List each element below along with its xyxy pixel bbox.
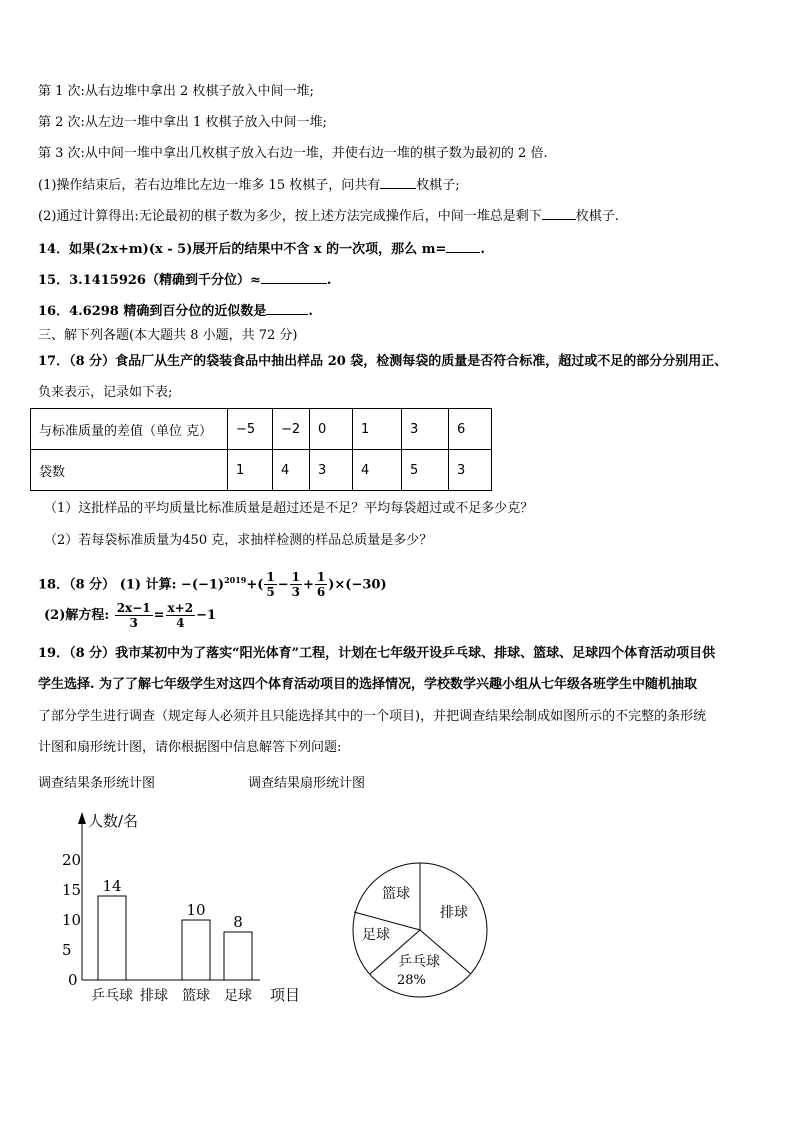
question-text: 18．（8 分）	[38, 577, 116, 593]
answer-blank[interactable]	[446, 240, 480, 253]
answer-blank[interactable]	[542, 207, 576, 220]
x-axis-label: 项目	[270, 986, 301, 1004]
y-tick-label: 0	[68, 971, 78, 989]
punctuation: .	[308, 304, 313, 319]
fraction	[166, 601, 196, 630]
text-line: 第 2 次:从左边一堆中拿出 1 枚棋子放入中间一堆;	[38, 115, 327, 130]
numerator: x+2	[167, 601, 194, 615]
math-term: −1	[196, 608, 217, 623]
answer-blank[interactable]	[380, 176, 416, 189]
bar	[98, 896, 126, 980]
table-cell: 4	[273, 450, 310, 491]
question-text: (2)解方程:	[44, 608, 110, 623]
table-cell: −2	[273, 409, 310, 450]
question-15	[38, 271, 331, 290]
text-line: 第 1 次:从右边堆中拿出 2 枚棋子放入中间一堆;	[38, 84, 314, 99]
table-header-cell: 袋数	[31, 450, 228, 491]
pie-label-volleyball: 排球	[440, 905, 468, 921]
math-term: −(−1)	[180, 577, 225, 593]
pie-label-pingpong: 乒乓球	[398, 954, 440, 970]
x-tick-label: 排球	[140, 988, 168, 1004]
denominator: 3	[129, 616, 138, 630]
question-text: (1)操作结束后，若右边堆比左边一堆多 15 枚棋子，问共有	[38, 178, 381, 193]
table-cell: 6	[449, 409, 492, 450]
question-17: 17．（8 分）食品厂从生产的袋装食品中抽出样品 20 袋，检测每袋的质量是否符合标准，超过或不足的部分分别用正、	[38, 354, 728, 369]
denominator: 3	[291, 585, 300, 600]
numerator: 1	[291, 570, 300, 585]
y-axis-label: 人数/名	[88, 812, 139, 830]
y-axis-arrow	[78, 812, 86, 824]
bar-chart	[40, 800, 360, 1020]
question-16	[38, 302, 313, 321]
numerator: 2x−1	[116, 601, 151, 615]
pie-percent-pingpong: 28%	[397, 973, 426, 988]
table-cell: 3	[449, 450, 492, 491]
question-18	[38, 563, 387, 602]
numerator: 1	[316, 570, 326, 585]
question-text: 15．3.1415926（精确到千分位）≈	[38, 273, 261, 288]
question-text: 16．4.6298 精确到百分位的近似数是	[38, 304, 267, 319]
fraction	[315, 570, 327, 599]
bar	[224, 932, 252, 980]
y-tick-label: 15	[62, 881, 82, 899]
x-tick-label: 足球	[224, 988, 252, 1004]
numerator: 1	[266, 570, 275, 585]
question-17-cont: 负来表示，记录如下表;	[38, 385, 173, 400]
denominator: 6	[316, 585, 326, 600]
denominator: 4	[176, 616, 185, 630]
bar	[182, 920, 210, 980]
table-cell: −5	[228, 409, 273, 450]
y-tick-label: 10	[62, 911, 82, 929]
table-cell: 3	[310, 450, 353, 491]
fraction	[290, 570, 302, 599]
pie-chart	[340, 850, 500, 1010]
bar-data-label: 14	[102, 877, 122, 895]
bar-chart-title: 调查结果条形统计图	[38, 776, 156, 791]
table-cell: 1	[228, 450, 273, 491]
table-cell: 3	[402, 409, 449, 450]
question-19: 19．（8 分）我市某初中为了落实“阳光体育”工程，计划在七年级开设乒乓球、排球、篮球、足球四个体育活动项目供	[38, 646, 716, 661]
x-tick-label: 篮球	[182, 988, 210, 1004]
y-tick-label: 5	[62, 941, 72, 959]
answer-blank[interactable]	[261, 271, 327, 284]
math-operator: +	[303, 577, 314, 593]
pie-label-football: 足球	[362, 927, 390, 943]
table-cell: 4	[353, 450, 402, 491]
text-line: 第 3 次:从中间一堆中拿出几枚棋子放入右边一堆，并使右边一堆的棋子数为最初的 2 倍.	[38, 146, 548, 161]
section-heading: 三、解下列各题(本大题共 8 小题，共 72 分)	[38, 328, 298, 343]
punctuation: .	[480, 242, 485, 257]
table-header-cell: 与标准质量的差值（单位 克）	[31, 409, 228, 450]
bar-data-label: 8	[233, 913, 243, 931]
question-text: 14．如果(2x+m)(x - 5)展开后的结果中不含 x 的一次项，那么 m=	[38, 242, 447, 257]
denominator: 5	[266, 585, 275, 600]
question-part-2	[38, 207, 619, 226]
question-17-part-2: （2）若每袋标准质量为450 克，求抽样检测的样品总质量是多少？	[44, 533, 433, 548]
table-cell: 0	[310, 409, 353, 450]
pie-chart-title: 调查结果扇形统计图	[248, 776, 366, 791]
punctuation: .	[326, 273, 332, 288]
math-operator: =	[153, 608, 165, 623]
question-text: 枚棋子.	[575, 209, 619, 224]
fraction	[115, 601, 153, 630]
question-text: (2)通过计算得出:无论最初的棋子数为多少，按上述方法完成操作后，中间一堆总是剩下	[38, 209, 542, 224]
math-operator: −	[277, 577, 289, 593]
table-cell: 5	[402, 450, 449, 491]
table-row	[31, 450, 492, 491]
x-tick-label: 乒乓球	[91, 988, 133, 1004]
math-term: +(	[246, 577, 264, 593]
table-cell: 1	[353, 409, 402, 450]
data-table	[30, 408, 492, 491]
question-14	[38, 240, 485, 259]
question-text: (1) 计算:	[119, 577, 177, 593]
question-part-1	[38, 176, 460, 195]
question-19-cont: 学生选择. 为了了解七年级学生对这四个体育活动项目的选择情况，学校数学兴趣小组从七年级各班学生中随机抽取	[38, 677, 698, 692]
question-18-part-2	[44, 599, 216, 633]
bar-data-label: 10	[186, 901, 206, 919]
answer-blank[interactable]	[266, 302, 308, 315]
y-tick-label: 20	[62, 851, 82, 869]
question-text: 枚棋子;	[416, 178, 460, 193]
question-19-cont: 了部分学生进行调查（规定每人必须并且只能选择其中的一个项目)，并把调查结果绘制成如图所示的不完整的条形统	[38, 709, 707, 724]
pie-label-basketball: 篮球	[382, 886, 410, 902]
fraction	[264, 570, 276, 599]
math-term: )×(−30)	[328, 577, 387, 593]
math-exponent: 2019	[224, 575, 247, 585]
question-19-cont: 计图和扇形统计图，请你根据图中信息解答下列问题:	[38, 740, 342, 755]
question-17-part-1: （1）这批样品的平均质量比标准质量是超过还是不足？平均每袋超过或不足多少克？	[44, 501, 534, 516]
table-row	[31, 409, 492, 450]
